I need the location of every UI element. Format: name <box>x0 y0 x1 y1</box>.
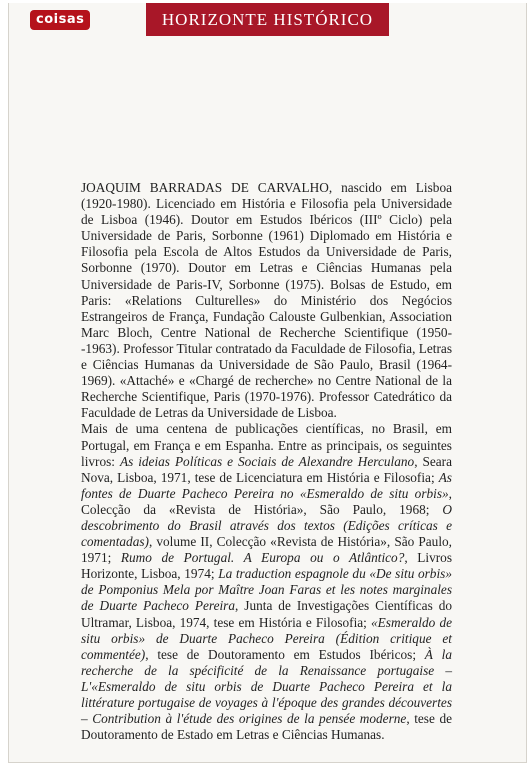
publications-text: , tese de Doutoramento em Estudos Ibéricos; <box>145 646 425 662</box>
book-title: Rumo de Portugal. A Europa ou o Atlântico? <box>120 550 405 566</box>
watermark-logo: coisas <box>30 10 90 30</box>
publications-text: , volume II, Colecção «Revista de História», São Paulo, 1971; <box>81 534 452 566</box>
publications-text: , Livros Horizonte, Lisboa, 1974; <box>81 550 452 582</box>
author-biography <box>81 180 452 743</box>
publications-text: , Seara Nova, Lisboa, 1971, tese de Licenciatura em História e Filosofia; <box>81 453 453 485</box>
publications-text: Mais de uma centena de publicações científicas, no Brasil, em Portugal, em França e em Espanha. Entre as principais, os seguintes livros: <box>81 421 452 469</box>
publications-paragraph <box>81 421 452 743</box>
book-title: «Esmeraldo de situ orbis» de Duarte Pacheco Pereira (Édition critique et commentée) <box>81 614 452 662</box>
publications-text: , Junta de Investigações Científicas do Ultramar, Lisboa, 1974, tese em História e Filosofia; <box>81 598 452 630</box>
book-title: O descobrimento do Brasil através dos textos (Edições críticas e comentadas) <box>81 501 452 550</box>
book-title: La traduction espagnole du «De situ orbis» de Pomponius Mela por Maître Joan Faras et les notes marginales de Duarte Pacheco Pereira <box>81 566 452 614</box>
publications-text: , Colecção da «Revista de História», São Paulo, 1968; <box>81 485 452 517</box>
biography-paragraph: JOAQUIM BARRADAS DE CARVALHO, nascido em Lisboa (1920-1980). Licenciado em História e Filosofia pela Universidade de Lisboa (1946). Doutor em Estudos Ibéricos (IIIº Ciclo) pela Universidade de Paris, Sorbonne (1961) Diplomado em História e Filosofia pela Escola de Altos Estudos da Universidade de Paris, Sorbonne (1970). Doutor em Letras e Ciências Humanas pela Universidade de Paris-IV, Sorbonne (1975). Bolsas de Estudo, em Paris: «Relations Culturelles» do Ministério dos Negócios Estrangeiros de França, Fundação Calouste Gulbenkian, Association Marc Bloch, Centre National de Recherche Scientifique (1950--1963). Professor Titular contratado da Faculdade de Filosofia, Letras e Ciências Humanas da Universidade de São Paulo, Brasil (1964-1969). «Attaché» e «Chargé de recherche» no Centre National de la Recherche Scientifique, Paris (1970-1976). Professor Catedrático da Faculdade de Letras da Universidade de Lisboa. <box>81 180 452 421</box>
series-title: HORIZONTE HISTÓRICO <box>146 3 389 36</box>
publications-text: , tese de Doutoramento de Estado em Letras e Ciências Humanas. <box>81 711 453 743</box>
book-title: À la recherche de la spécificité de la Renaissance portugaise – L'«Esmeraldo de situ orbis de Duarte Pacheco Pereira et la littérature portugaise de voyages à l'époque des grandes découvertes – Contribution à l'étude des origines de la pensée moderne <box>81 646 453 727</box>
book-title: As fontes de Duarte Pacheco Pereira no «Esmeraldo de situ orbis» <box>81 469 452 501</box>
book-title: As ideias Políticas e Sociais de Alexandre Herculano <box>119 453 415 469</box>
